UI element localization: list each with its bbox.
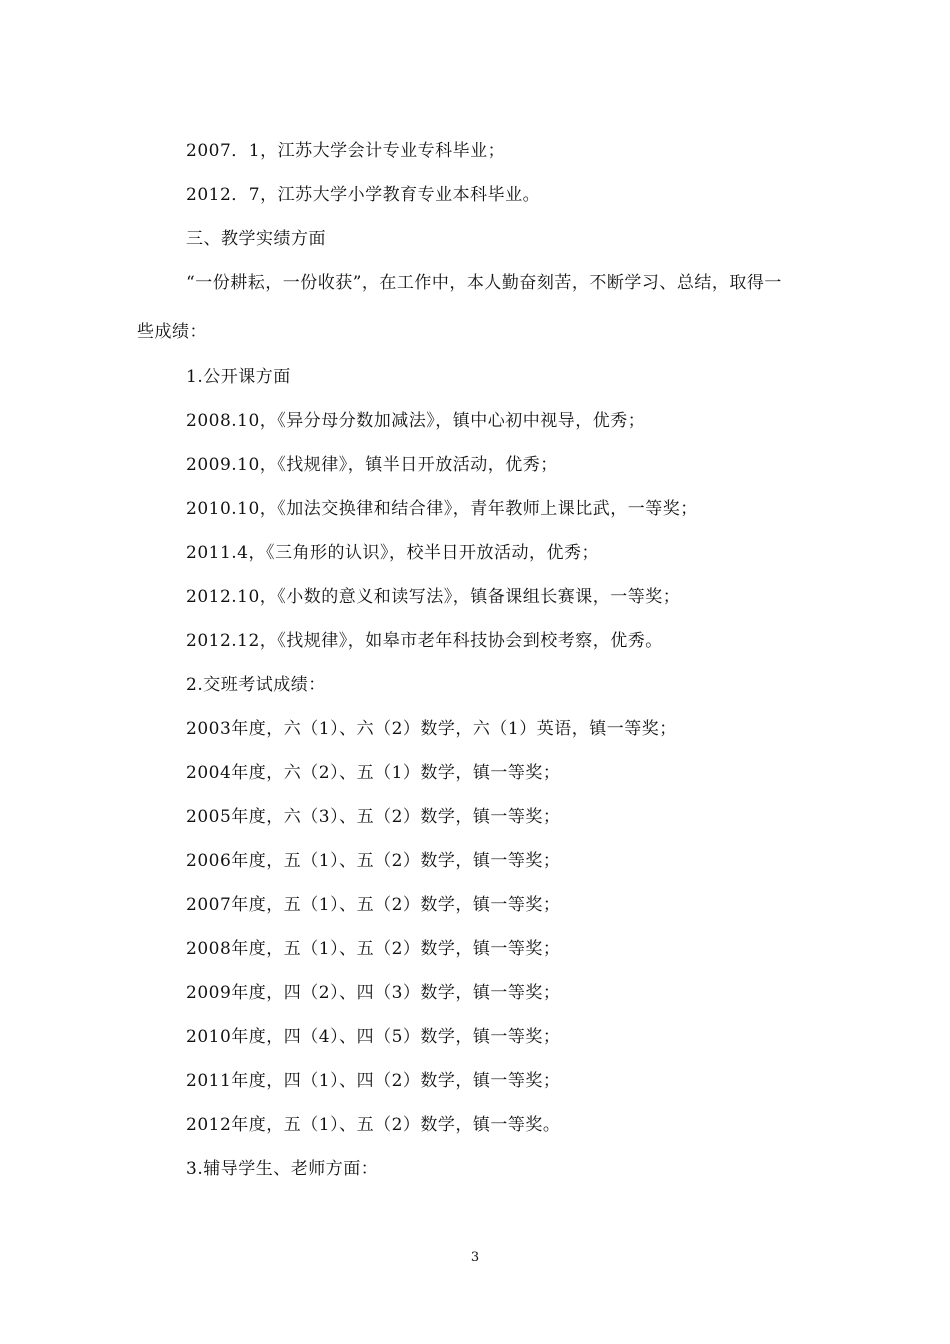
section-heading: 三、教学实绩方面 xyxy=(186,229,326,249)
list-item: 2004年度，六（2）、五（1）数学，镇一等奖； xyxy=(186,763,561,783)
page-number: 3 xyxy=(470,1250,480,1265)
list-item: 2006年度，五（1）、五（2）数学，镇一等奖； xyxy=(186,851,561,871)
list-item: 2011.4，《三角形的认识》，校半日开放活动，优秀； xyxy=(186,543,599,563)
text-line: “一份耕耘，一份收获”，在工作中，本人勤奋刻苦，不断学习、总结，取得一 xyxy=(186,273,782,293)
list-item: 2010年度，四（4）、四（5）数学，镇一等奖； xyxy=(186,1027,561,1047)
list-item: 2007年度，五（1）、五（2）数学，镇一等奖； xyxy=(186,895,561,915)
list-item: 2012.10，《小数的意义和读写法》，镇备课组长赛课，一等奖； xyxy=(186,587,681,607)
subsection-heading: 3.辅导学生、老师方面： xyxy=(186,1159,379,1179)
list-item: 2009.10，《找规律》，镇半日开放活动，优秀； xyxy=(186,455,558,475)
subsection-heading: 1.公开课方面 xyxy=(186,367,291,387)
subsection-heading: 2.交班考试成绩： xyxy=(186,675,326,695)
list-item: 2010.10，《加法交换律和结合律》，青年教师上课比武，一等奖； xyxy=(186,499,698,519)
text-line: 2012．7，江苏大学小学教育专业本科毕业。 xyxy=(186,185,541,205)
list-item: 2005年度，六（3）、五（2）数学，镇一等奖； xyxy=(186,807,561,827)
list-item: 2003年度，六（1）、六（2）数学，六（1）英语，镇一等奖； xyxy=(186,719,677,739)
text-line: 2007．1，江苏大学会计专业专科毕业； xyxy=(186,141,506,161)
list-item: 2008.10，《异分母分数加减法》，镇中心初中视导，优秀； xyxy=(186,411,646,431)
list-item: 2012年度，五（1）、五（2）数学，镇一等奖。 xyxy=(186,1115,561,1135)
list-item: 2008年度，五（1）、五（2）数学，镇一等奖； xyxy=(186,939,561,959)
list-item: 2012.12，《找规律》，如皋市老年科技协会到校考察，优秀。 xyxy=(186,631,663,651)
text-line: 些成绩： xyxy=(137,322,207,342)
list-item: 2009年度，四（2）、四（3）数学，镇一等奖； xyxy=(186,983,561,1003)
list-item: 2011年度，四（1）、四（2）数学，镇一等奖； xyxy=(186,1071,561,1091)
